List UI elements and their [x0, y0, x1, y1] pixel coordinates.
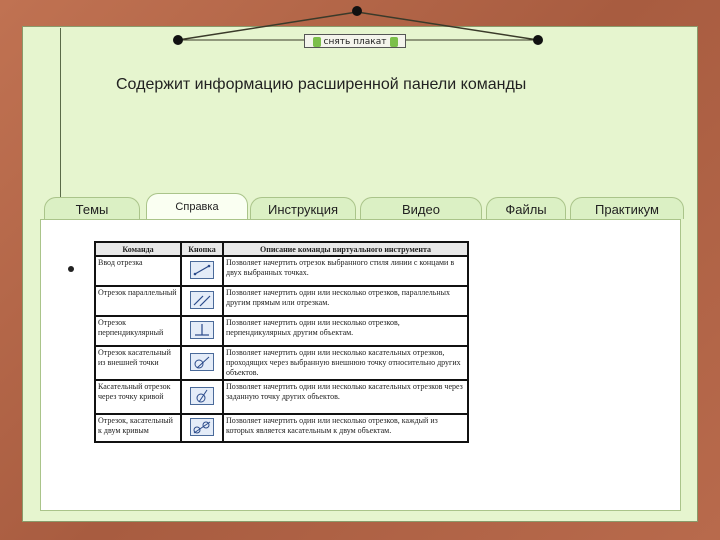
- pin-icon: [390, 37, 398, 47]
- command-name: Отрезок параллельный: [95, 286, 181, 316]
- tab-files[interactable]: Файлы: [486, 197, 566, 219]
- command-name: Касательный отрезок через точку кривой: [95, 380, 181, 414]
- segment-icon: [190, 261, 214, 279]
- nail-top-icon: [352, 6, 362, 16]
- command-description: Позволяет начертить один или несколько отрезков, каждый из которых является касательным к двум объектам.: [223, 414, 468, 442]
- list-bullet: [68, 266, 74, 272]
- page-heading: Содержит информацию расширенной панели команды: [116, 76, 527, 93]
- vertical-divider: [60, 28, 61, 198]
- nail-left-icon: [173, 35, 183, 45]
- table-row: [95, 316, 468, 346]
- tangent-curve-point-icon: [190, 387, 214, 405]
- command-description: Позволяет начертить один или несколько касательных отрезков через заданную точку других объектов.: [223, 380, 468, 414]
- command-description: Позволяет начертить один или несколько касательных отрезков, проходящих через выбранную внешнюю точку относительно других объектов.: [223, 346, 468, 380]
- command-name: Отрезок, касательный к двум кривым: [95, 414, 181, 442]
- table-row: [95, 286, 468, 316]
- remove-poster-label: снять плакат: [323, 37, 387, 47]
- tab-video[interactable]: Видео: [360, 197, 482, 219]
- perpendicular-segment-icon: [190, 321, 214, 339]
- command-name: Отрезок касательный из внешней точки: [95, 346, 181, 380]
- table-row: [95, 346, 468, 380]
- tangent-external-point-icon: [190, 353, 214, 371]
- command-description: Позволяет начертить отрезок выбранного стиля линии с концами в двух выбранных точках.: [223, 256, 468, 286]
- remove-poster-button[interactable]: [304, 34, 406, 48]
- table-row: [95, 256, 468, 286]
- header-description: Описание команды виртуального инструмента: [223, 242, 468, 256]
- table-row: [95, 414, 468, 442]
- command-name: Отрезок перпендикулярный: [95, 316, 181, 346]
- table-row: [95, 380, 468, 414]
- tab-topics[interactable]: Темы: [44, 197, 140, 219]
- nail-right-icon: [533, 35, 543, 45]
- command-name: Ввод отрезка: [95, 256, 181, 286]
- command-table: [94, 241, 469, 443]
- header-button: Кнопка: [181, 242, 223, 256]
- tab-instruction[interactable]: Инструкция: [250, 197, 356, 219]
- tangent-two-curves-icon: [190, 418, 214, 436]
- tab-practice[interactable]: Практикум: [570, 197, 684, 219]
- header-command: Команда: [95, 242, 181, 256]
- command-description: Позволяет начертить один или несколько отрезков, параллельных другим прямым или отрезкам.: [223, 286, 468, 316]
- parallel-segment-icon: [190, 291, 214, 309]
- pin-icon: [313, 37, 321, 47]
- command-description: Позволяет начертить один или несколько отрезков, перпендикулярных другим объектам.: [223, 316, 468, 346]
- tab-help[interactable]: Справка: [146, 193, 248, 220]
- tab-bar: [44, 193, 684, 219]
